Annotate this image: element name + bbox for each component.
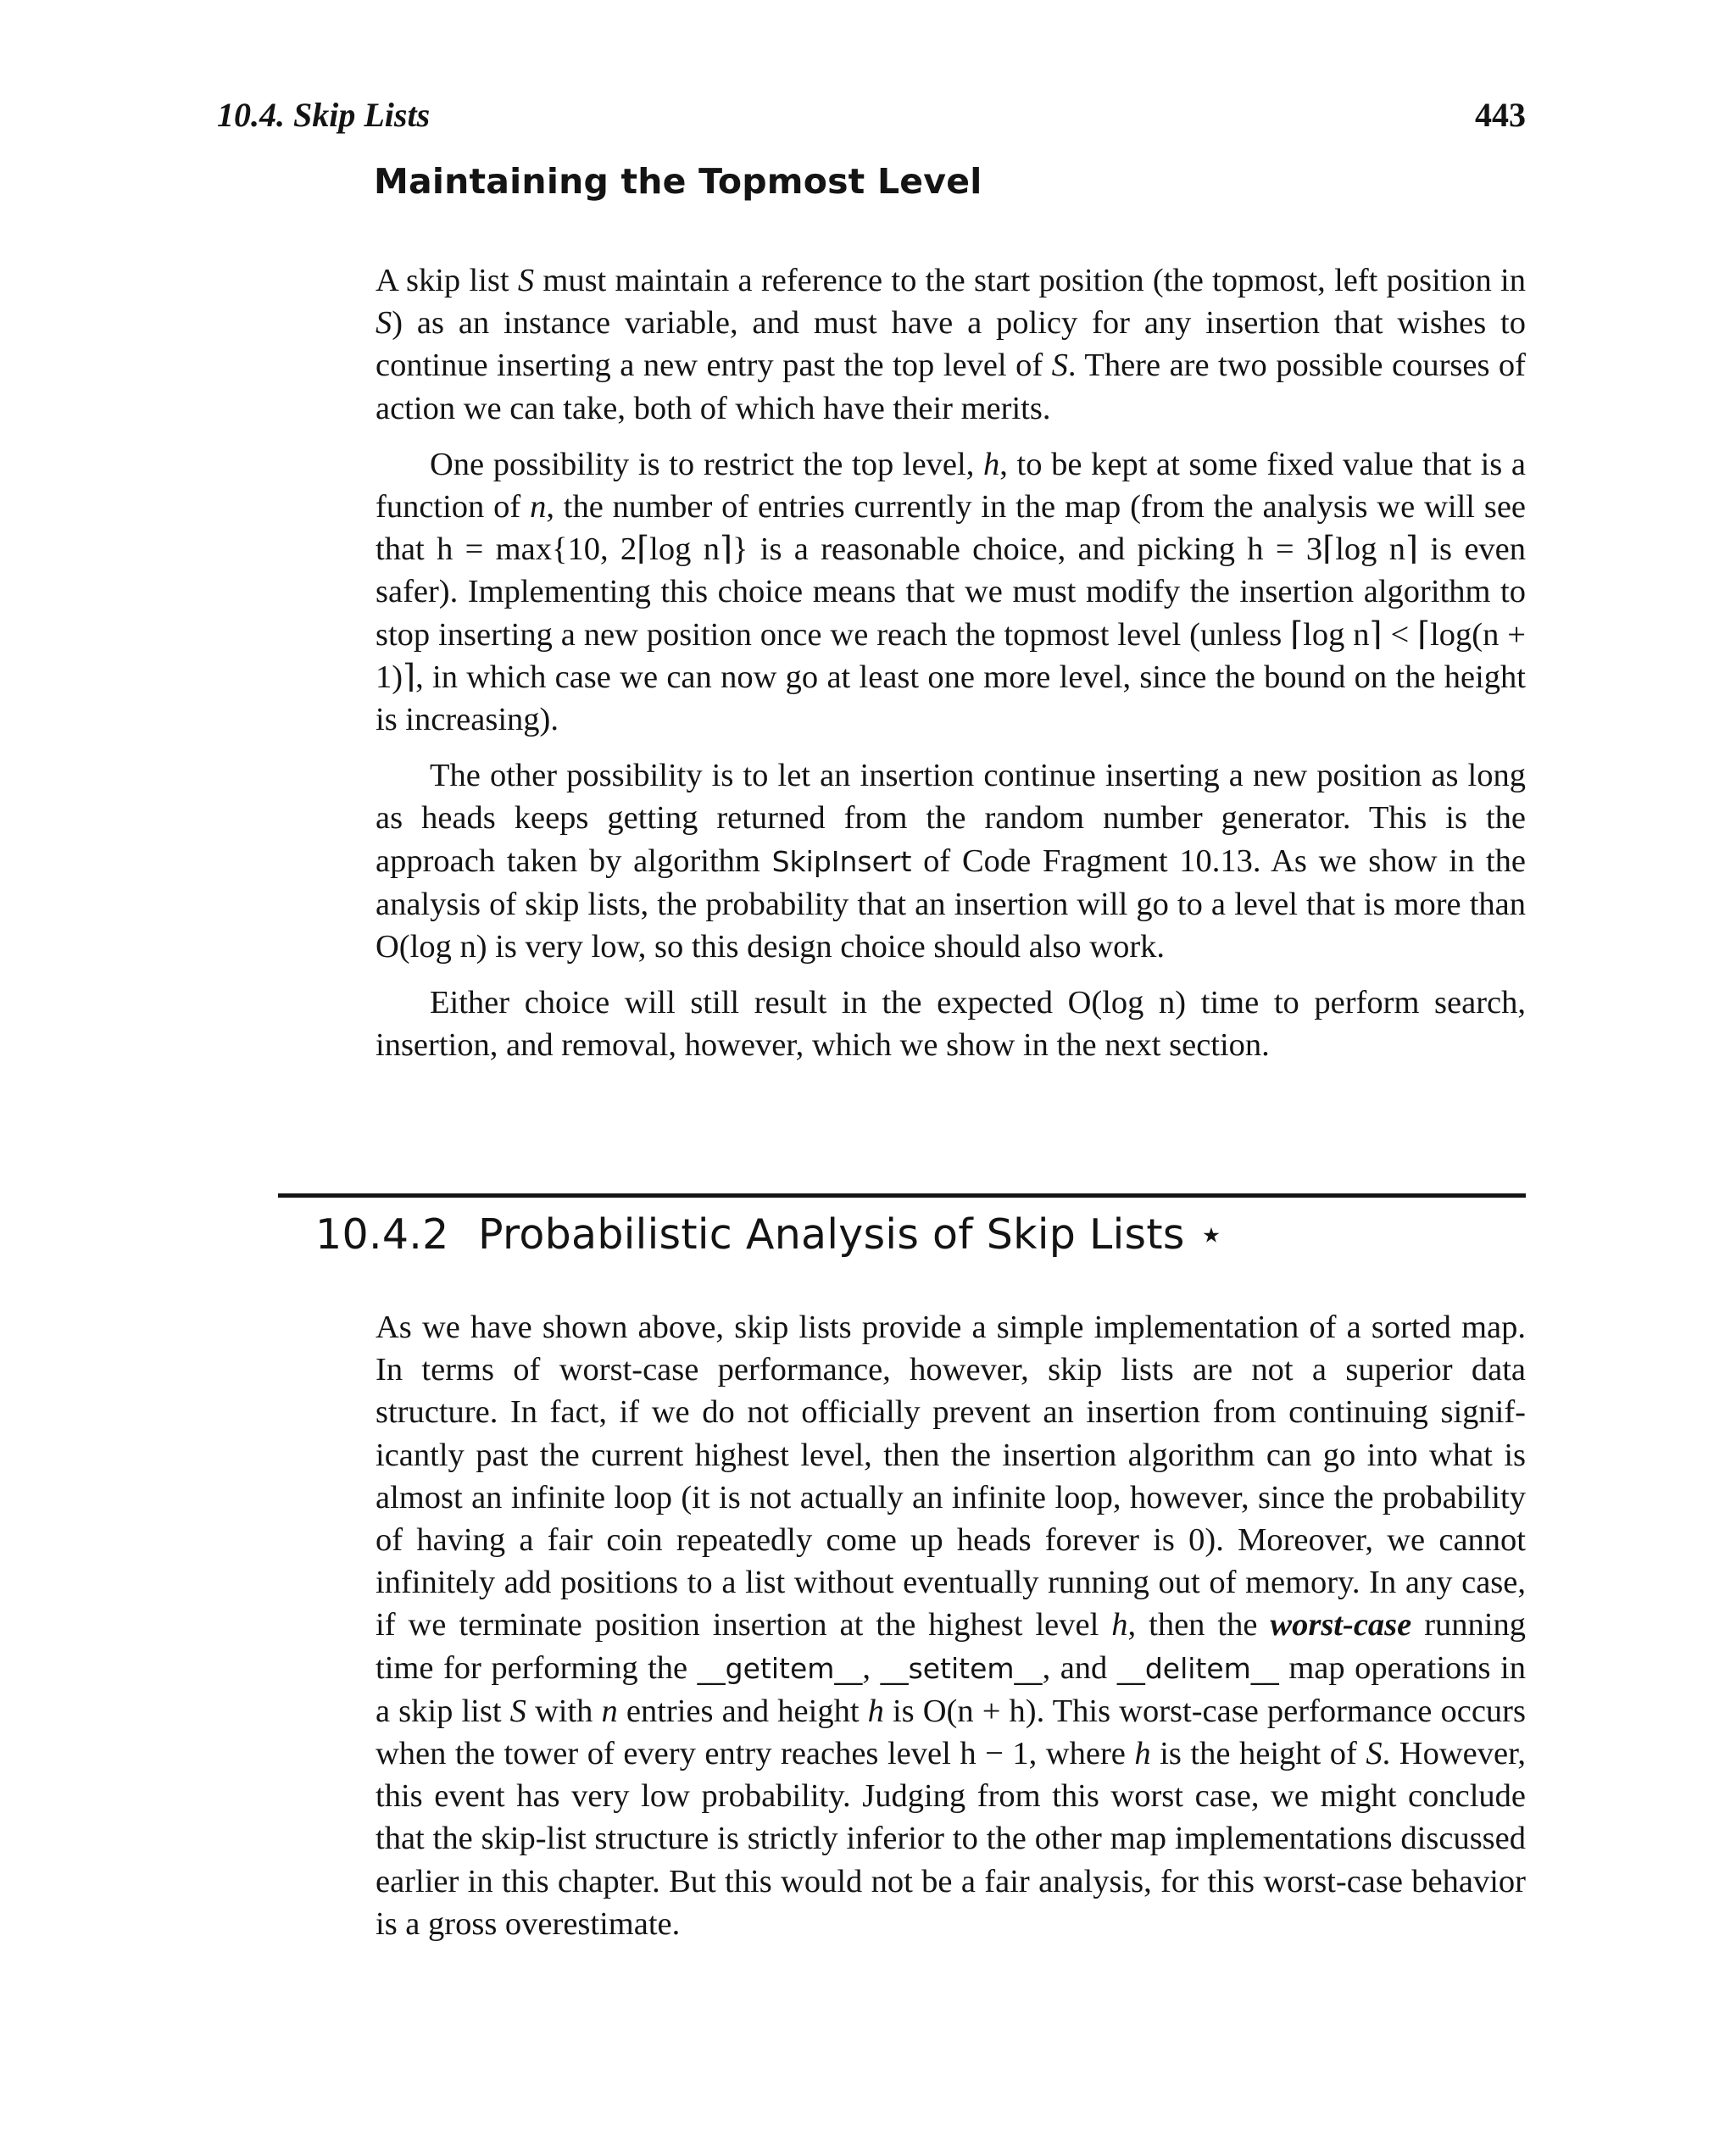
paragraph: One possibility is to restrict the top level, h, to be kept at some fixed value that is a function of n, the number of entries currently in the map (from the analysis we will see that h = max{10, 2⌈log n⌉} is a reasonable choice, and picking h = 3⌈log n⌉ is even safer). Implementing this choice means that we must modify the insertion algorithm to stop inserting a new position once we reach the topmost level (unless ⌈log n⌉ < ⌈log(n + 1)⌉, in which case we can now go at least one more level, since the bound on the height is increasing). (376, 446, 1526, 738)
running-head-section: 10.4. Skip Lists (217, 96, 431, 134)
paragraph: As we have shown above, skip lists provide a simple implementation of a sorted map. In terms of worst-case performance, however, skip lists are not a superior data structure. In fact, if we do not officially prevent an insertion from continuing significantly past the current highest level, then the insertion algorithm can go into what is almost an infinite loop (it is not actually an infinite loop, however, since the probability of having a fair coin repeatedly come up heads forever is 0). Moreover, we cannot infinitely add positions to a list without eventually running out of memory. In any case, if we terminate position insertion at the highest level h, then the worst-case running time for performing the __getitem__, __setitem__, and __delitem__ map operations in a skip list S with n entries and height h is O(n + h). This worst-case performance occurs when the tower of every entry reaches level h − 1, where h is the height of S. However, this event has very low probability. Judging from this worst case, we might conclude that the skip-list structure is strictly inferior to the other map implementations discussed earlier in this chapter. But this would not be a fair analysis, for this worst-case behavior is a gross overestimate. (376, 1310, 1526, 1942)
paragraph: Either choice will still result in the expected O(log n) time to perform search, insertion, and removal, however, which we show in the next section. (376, 985, 1526, 1064)
code-method: __setitem__ (880, 1651, 1043, 1685)
paragraph: The other possibility is to let an insertion continue inserting a new position as long as heads keeps getting returned from the random number generator. This is the approach taken by algorithm SkipInsert of Code Fragment 10.13. As we show in the analysis of skip lists, the probability that an insertion will go to a level that is more than O(log n) is very low, so this design choice should also work. (376, 758, 1526, 965)
math-expression: h = max{10, 2⌈log n⌉} (437, 531, 748, 568)
section-rule (278, 1193, 1526, 1198)
math-expression: h − 1 (960, 1736, 1029, 1772)
algorithm-name: SkipInsert (771, 844, 912, 878)
section-number: 10.4.2 (315, 1210, 449, 1259)
math-expression: O(n + h) (922, 1693, 1037, 1729)
math-expression: O(log n) (376, 929, 487, 965)
subsection-heading: Maintaining the Topmost Level (374, 161, 982, 202)
emphasis-term: worst-case (1270, 1607, 1412, 1643)
math-expression: ⌈log n⌉ < ⌈log(n + 1)⌉ (376, 616, 1526, 695)
page-number: 443 (1475, 96, 1526, 134)
paragraph: A skip list S must maintain a reference to the start position (the topmost, left position in S) as an instance variable, and must have a policy for any insertion that wishes to continue inserting a new entry past the top level of S. There are two possible courses of action we can take, both of which have their merits. (376, 263, 1527, 426)
running-head (217, 95, 1526, 146)
math-expression: h = 3⌈log n⌉ (1247, 531, 1418, 568)
section-title: Probabilistic Analysis of Skip Lists (478, 1210, 1185, 1259)
analysis-body (376, 1306, 1526, 1945)
star-icon: ⋆ (1198, 1210, 1225, 1259)
math-expression: O(log n) (1067, 985, 1187, 1021)
code-method: __getitem__ (697, 1651, 863, 1685)
code-method: __delitem__ (1116, 1651, 1279, 1685)
section-heading (315, 1210, 1225, 1259)
topmost-level-body (376, 259, 1526, 1067)
